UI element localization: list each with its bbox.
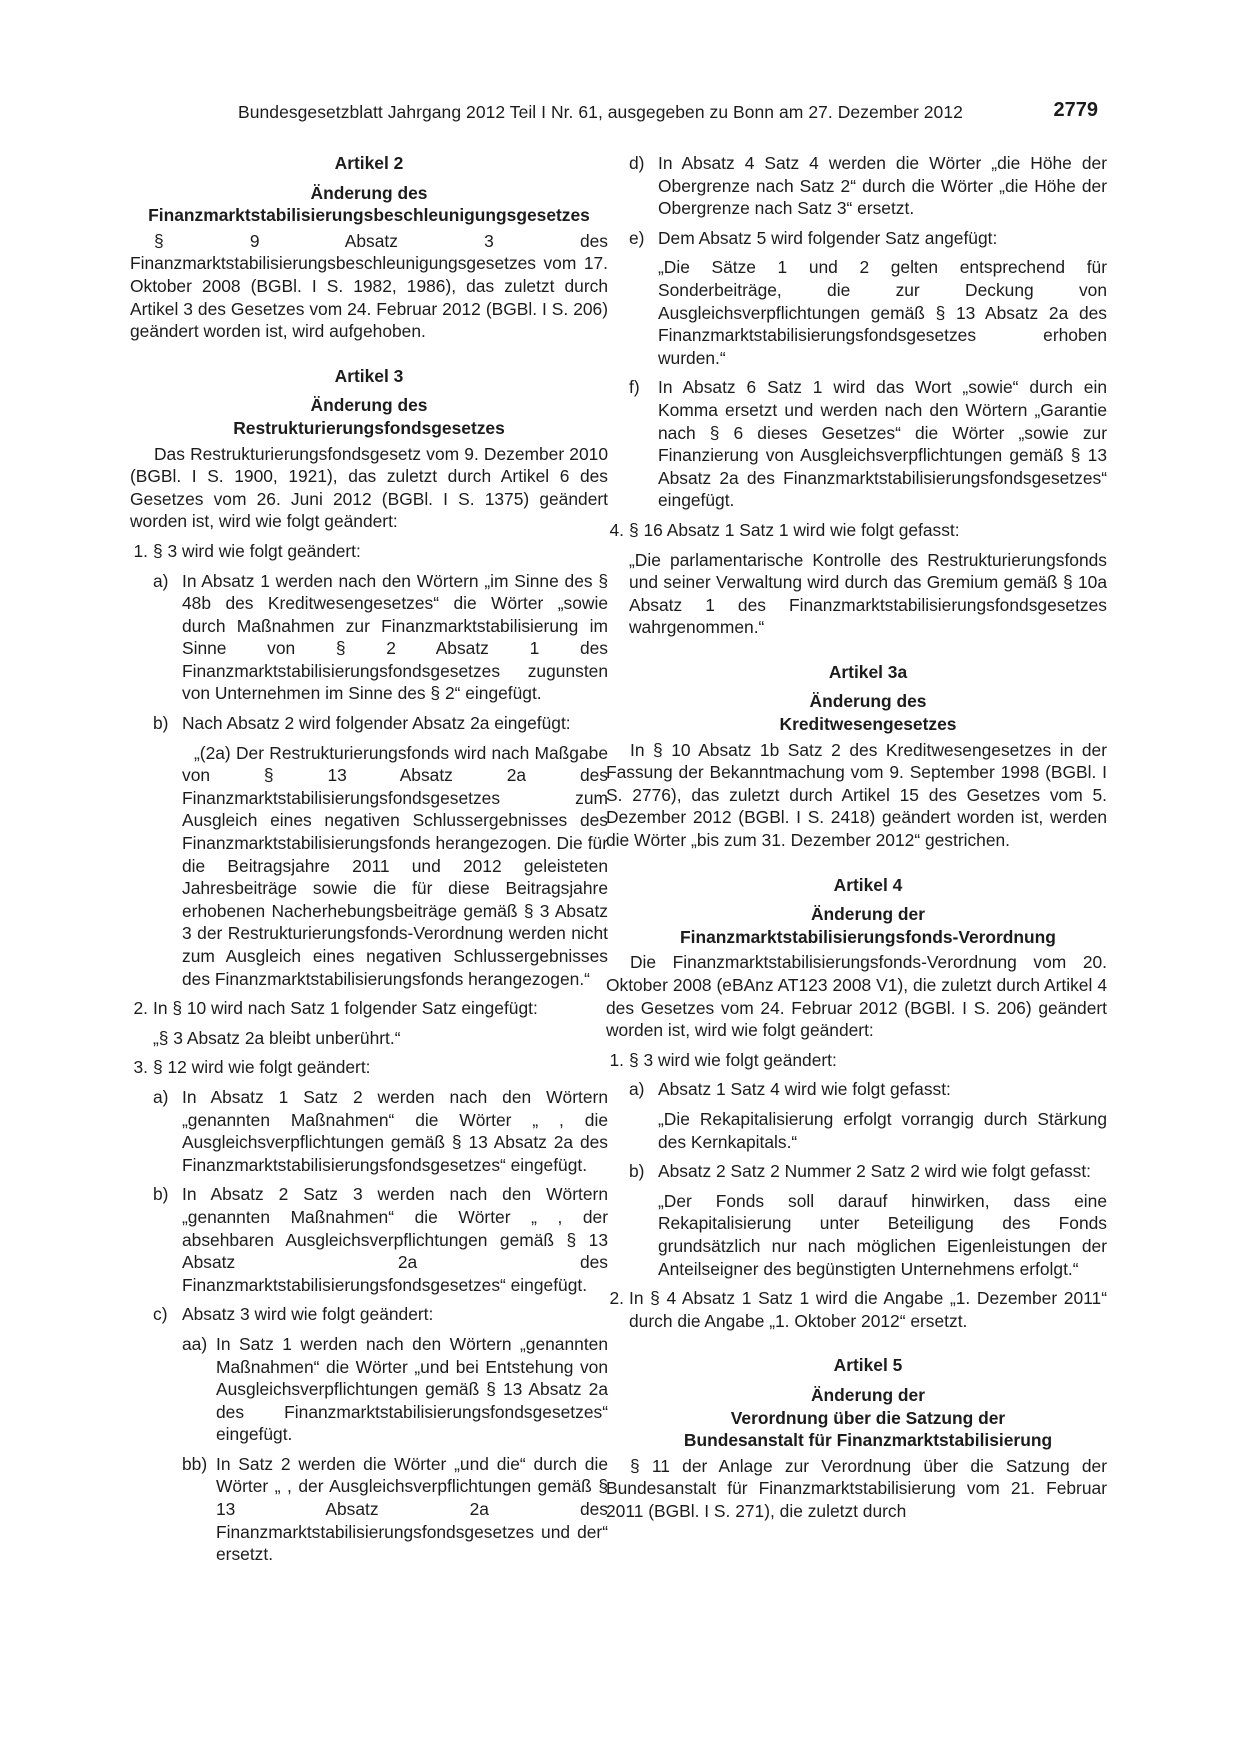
article-intro: Das Restrukturierungsfondsgesetz vom 9. Dezember 2010 (BGBl. I S. 1900, 1921), das zuletzt durch Artikel 6 des Gesetzes vom 26. Juni 2012 (BGBl. I S. 1375) geändert worden ist, wird wie folgt geändert: — [130, 443, 608, 532]
list-item — [130, 540, 608, 563]
article-title — [130, 394, 608, 439]
list-item — [130, 1056, 608, 1079]
list-item — [130, 997, 608, 1020]
list-item — [130, 1086, 608, 1176]
article-title — [629, 690, 1107, 735]
article-number: Artikel 3a — [828, 661, 908, 682]
quoted-text: „(2a) Der Restrukturierungsfonds wird nach Maßgabe von § 13 Absatz 2a des Finanzmarktstabilisierungsfondsgesetzes zum Ausgleich eines negativen Schlussergebnisses des Finanzmarktstabilisierungsfonds herangezogen. Die für die Beitragsjahre 2011 und 2012 geleisteten Jahresbeiträge sowie die für diese Beitragsjahre erhobenen Nacherhebungsbeiträge gemäß § 3 Absatz 3 der Restrukturierungsfonds-Verordnung werden nicht zum Ausgleich eines negativen Schlussergebnisses des Finanzmarktstabilisierungsfonds herangezogen.“ — [182, 742, 608, 989]
list-item — [130, 1303, 608, 1326]
article-title — [130, 182, 608, 227]
item-text: In Absatz 4 Satz 4 werden die Wörter „die Höhe der Obergrenze nach Satz 2“ durch die Wörter „die Höhe der Obergrenze nach Satz 3“ ersetzt. — [658, 153, 1107, 219]
article-5 — [606, 1354, 1107, 1522]
item-label: aa) — [182, 1333, 208, 1354]
item-text: In Absatz 1 werden nach den Wörtern „im Sinne des § 48b des Kreditwesengesetzes“ die Wörter „sowie durch Maßnahmen zur Finanzmarktstabilisierung im Sinne von § 2 Absatz 1 des Finanzmarktstabilisierungsfondsgesetzes zugunsten von Unternehmen im Sinne des § 2“ eingefügt. — [182, 570, 608, 704]
item-label: c) — [153, 1304, 168, 1325]
article-title-line: Bundesanstalt für Finanzmarktstabilisierung — [683, 1430, 1053, 1451]
quoted-text: „§ 3 Absatz 2a bleibt unberührt.“ — [153, 1027, 401, 1048]
item-label: 2. — [609, 1288, 624, 1309]
list-item — [130, 1453, 608, 1566]
quoted-text: „Die Sätze 1 und 2 gelten entsprechend für Sonderbeiträge, die zur Deckung von Ausgleichsverpflichtungen gemäß § 13 Absatz 2a des Finanzmarktstabilisierungsfondsgesetzes erhoben wurden.“ — [658, 257, 1107, 368]
item-text: § 3 wird wie folgt geändert: — [153, 540, 361, 561]
list-item — [606, 1287, 1107, 1332]
item-label: d) — [629, 153, 645, 173]
article-title-line: Änderung des — [310, 182, 428, 203]
item-text: Nach Absatz 2 wird folgender Absatz 2a eingefügt: — [182, 713, 571, 734]
item-text: Absatz 3 wird wie folgt geändert: — [182, 1304, 434, 1325]
article-title-line: Finanzmarktstabilisierungsbeschleunigungsgesetzes — [148, 205, 590, 226]
list-item — [606, 1049, 1107, 1072]
article-number: Artikel 5 — [833, 1355, 903, 1376]
item-label: b) — [153, 713, 169, 734]
item-text: In Satz 2 werden die Wörter „und die“ durch die Wörter „ , der Ausgleichsverpflichtungen gemäß § 13 Absatz 2a des Finanzmarktstabilisierungsfondsgesetzes und der“ ersetzt. — [216, 1453, 608, 1565]
item-label: b) — [629, 1161, 645, 1182]
article-title-line: Finanzmarktstabilisierungsfonds-Verordnung — [680, 926, 1056, 947]
article-body: § 9 Absatz 3 des Finanzmarktstabilisierungsbeschleunigungsgesetzes vom 17. Oktober 2008 (BGBl. I S. 1982, 1986), das zuletzt durch Artikel 3 des Gesetzes vom 24. Februar 2012 (BGBl. I S. 206) geändert worden ist, wird aufgehoben. — [130, 230, 608, 342]
list-item — [629, 1078, 1107, 1101]
quoted-text: „Die parlamentarische Kontrolle des Restrukturierungsfonds und seiner Verwaltung wird durch das Gremium gemäß § 10a Absatz 1 des Finanzmarktstabilisierungsfondsgesetzes wahrgenommen.“ — [629, 549, 1107, 638]
item-text: § 3 wird wie folgt geändert: — [629, 1049, 837, 1070]
article-number: Artikel 4 — [833, 874, 903, 895]
item-text: Dem Absatz 5 wird folgender Satz angefügt: — [658, 227, 998, 248]
article-title-line: Restrukturierungsfondsgesetzes — [233, 417, 505, 438]
article-2 — [130, 152, 608, 343]
article-body: § 11 der Anlage zur Verordnung über die Satzung der Bundesanstalt für Finanzmarktstabilisierung vom 21. Februar 2011 (BGBl. I S. 271), die zuletzt durch — [606, 1455, 1107, 1521]
article-3a — [606, 661, 1107, 852]
item-label: e) — [629, 227, 645, 248]
article-title-line: Änderung der — [810, 1384, 925, 1405]
item-label: a) — [153, 1086, 169, 1107]
item-label: 3. — [133, 1057, 148, 1078]
article-intro: Die Finanzmarktstabilisierungsfonds-Verordnung vom 20. Oktober 2008 (eBAnz AT123 2008 V1), die zuletzt durch Artikel 4 des Gesetzes vom 24. Februar 2012 (BGBl. I S. 206) geändert worden ist, wird wie folgt geändert: — [606, 952, 1107, 1041]
article-title-line: Verordnung über die Satzung der — [730, 1407, 1006, 1428]
item-text: In § 4 Absatz 1 Satz 1 wird die Angabe „1. Dezember 2011“ durch die Angabe „1. Oktober 2012“ ersetzt. — [629, 1288, 1107, 1331]
list-item — [130, 1183, 608, 1296]
item-label: 2. — [133, 998, 148, 1019]
article-4 — [606, 874, 1107, 1333]
list-item — [130, 1333, 608, 1446]
running-header — [238, 100, 1098, 124]
list-item — [130, 570, 608, 706]
list-item — [629, 376, 1107, 512]
article-body: In § 10 Absatz 1b Satz 2 des Kreditwesengesetzes in der Fassung der Bekanntmachung vom 9. September 1998 (BGBl. I S. 2776), das zuletzt durch Artikel 15 des Gesetzes vom 5. Dezember 2012 (BGBl. I S. 2418) geändert worden ist, werden die Wörter „bis zum 31. Dezember 2012“ gestrichen. — [606, 739, 1107, 851]
article-number: Artikel 3 — [334, 365, 404, 386]
list-item — [629, 152, 1107, 220]
item-text: In Absatz 6 Satz 1 wird das Wort „sowie“ durch ein Komma ersetzt und werden nach den Wörtern „Garantie nach § 6 dieses Gesetzes“ die Wörter „sowie zur Finanzierung von Ausgleichsverpflichtungen gemäß § 13 Absatz 2a des Finanzmarktstabilisierungsfondsgesetzes“ eingefügt. — [658, 377, 1107, 511]
quoted-text: „Der Fonds soll darauf hinwirken, dass eine Rekapitalisierung unter Beteiligung des Fonds grundsätzlich nur nach möglichen Eigenleistungen der Anteilseigner des begünstigten Unternehmens erfolgt.“ — [658, 1190, 1107, 1279]
article-title-line: Änderung des — [310, 395, 428, 416]
quoted-text: „Die Rekapitalisierung erfolgt vorrangig durch Stärkung des Kernkapitals.“ — [658, 1108, 1107, 1152]
article-title-line: Änderung des — [809, 691, 927, 712]
item-text: Absatz 1 Satz 4 wird wie folgt gefasst: — [658, 1079, 951, 1100]
item-label: 1. — [133, 540, 148, 561]
item-label: a) — [153, 570, 169, 591]
right-column — [606, 152, 1107, 1522]
item-label: b) — [153, 1184, 169, 1205]
item-label: bb) — [182, 1453, 208, 1474]
article-3 — [130, 365, 608, 1566]
page-number: 2779 — [1053, 99, 1098, 121]
list-item — [629, 1160, 1107, 1183]
article-title — [629, 903, 1107, 948]
item-text: § 16 Absatz 1 Satz 1 wird wie folgt gefasst: — [629, 519, 960, 540]
article-number: Artikel 2 — [334, 153, 404, 173]
article-title-line: Kreditwesengesetzes — [779, 714, 957, 735]
article-title — [629, 1384, 1107, 1452]
left-column — [130, 152, 608, 1566]
item-text: In Absatz 1 Satz 2 werden nach den Wörtern „genannten Maßnahmen“ die Wörter „ , die Ausgleichsverpflichtungen gemäß § 13 Absatz 2a des Finanzmarktstabilisierungsfondsgesetzes“ eingefügt. — [182, 1086, 608, 1175]
item-text: In Absatz 2 Satz 3 werden nach den Wörtern „genannten Maßnahmen“ die Wörter „ , der absehbaren Ausgleichsverpflichtungen gemäß § 13 Absatz 2a des Finanzmarktstabilisierungsfondsgesetzes“ eingefügt. — [182, 1184, 608, 1295]
list-item — [606, 519, 1107, 542]
header-text: Bundesgesetzblatt Jahrgang 2012 Teil I Nr. 61, ausgegeben zu Bonn am 27. Dezember 2012 — [238, 102, 963, 122]
item-label: 4. — [609, 519, 624, 540]
item-label: f) — [629, 377, 640, 398]
item-text: § 12 wird wie folgt geändert: — [153, 1057, 371, 1078]
item-text: In § 10 wird nach Satz 1 folgender Satz eingefügt: — [153, 998, 538, 1019]
list-item — [629, 227, 1107, 250]
item-text: Absatz 2 Satz 2 Nummer 2 Satz 2 wird wie folgt gefasst: — [658, 1161, 1092, 1182]
list-item — [130, 712, 608, 735]
item-label: a) — [629, 1079, 645, 1100]
item-text: In Satz 1 werden nach den Wörtern „genannten Maßnahmen“ die Wörter „und bei Entstehung von Ausgleichsverpflichtungen gemäß § 13 Absatz 2a des Finanzmarktstabilisierungsfondsgesetzes“ eingefügt. — [216, 1333, 608, 1445]
article-title-line: Änderung der — [810, 904, 925, 925]
item-label: 1. — [609, 1049, 624, 1070]
